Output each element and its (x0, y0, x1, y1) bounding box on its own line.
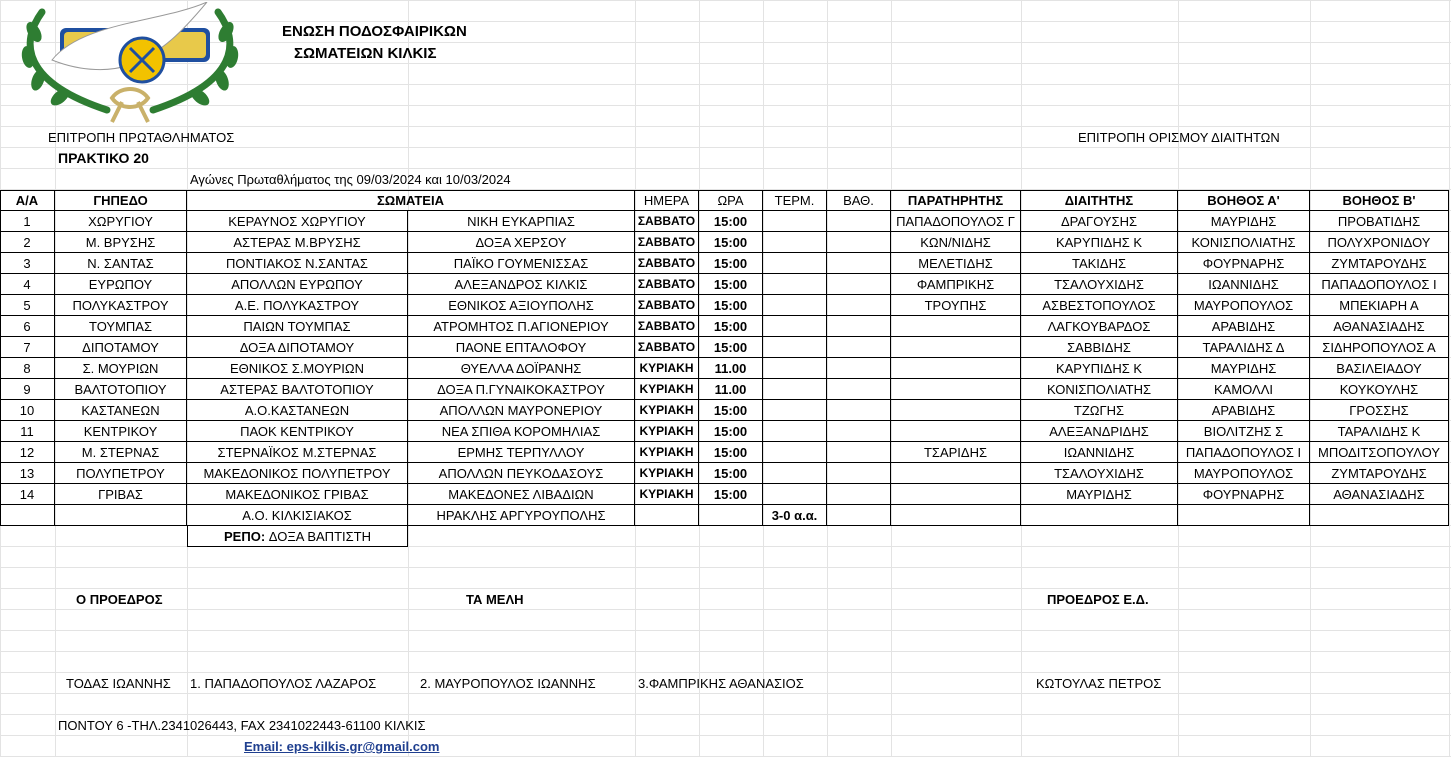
column-header: ΩΡΑ (699, 190, 763, 211)
table-cell-time: 15:00 (699, 421, 763, 442)
repo-team: ΔΟΞΑ ΒΑΠΤΙΣΤΗ (268, 529, 371, 544)
table-cell-obs (891, 505, 1021, 526)
table-cell-a1: ΦΟΥΡΝΑΡΗΣ (1178, 484, 1310, 505)
table-cell-obs (891, 463, 1021, 484)
table-cell-day: ΣΑΒΒΑΤΟ (635, 232, 699, 253)
table-cell-n: 12 (0, 442, 55, 463)
table-cell-home: Α.Ο. ΚΙΛΚΙΣΙΑΚΟΣ (187, 505, 408, 526)
table-cell-away: ΜΑΚΕΔΟΝΕΣ ΛΙΒΑΔΙΩΝ (408, 484, 635, 505)
table-cell-ref: ΑΛΕΞΑΝΔΡΙΔΗΣ (1021, 421, 1178, 442)
table-cell-away: ΔΟΞΑ ΧΕΡΣΟΥ (408, 232, 635, 253)
table-cell-a1: ΚΑΜΟΛΛΙ (1178, 379, 1310, 400)
table-cell-away: ΑΤΡΟΜΗΤΟΣ Π.ΑΓΙΟΝΕΡΙΟΥ (408, 316, 635, 337)
table-cell-a2: ΑΘΑΝΑΣΙΑΔΗΣ (1310, 484, 1449, 505)
table-cell-ref: ΤΣΑΛΟΥΧΙΔΗΣ (1021, 274, 1178, 295)
table-cell-vath (827, 295, 891, 316)
table-cell-obs: ΦΑΜΠΡΙΚΗΣ (891, 274, 1021, 295)
table-cell-ref: ΛΑΓΚΟΥΒΑΡΔΟΣ (1021, 316, 1178, 337)
table-cell-a2: ΠΡΟΒΑΤΙΔΗΣ (1310, 211, 1449, 232)
table-cell-day: ΣΑΒΒΑΤΟ (635, 316, 699, 337)
table-cell-score: 3-0 α.α. (763, 505, 827, 526)
table-cell-vath (827, 484, 891, 505)
table-cell-field: Μ. ΣΤΕΡΝΑΣ (55, 442, 187, 463)
table-cell-home: ΠΟΝΤΙΑΚΟΣ Ν.ΣΑΝΤΑΣ (187, 253, 408, 274)
table-cell-a1: ΜΑΥΡΟΠΟΥΛΟΣ (1178, 295, 1310, 316)
table-cell-score (763, 232, 827, 253)
table-cell-time: 15:00 (699, 211, 763, 232)
table-cell-obs: ΚΩΝ/ΝΙΔΗΣ (891, 232, 1021, 253)
table-cell-vath (827, 211, 891, 232)
column-header: ΠΑΡΑΤΗΡΗΤΗΣ (891, 190, 1021, 211)
column-header: ΒΑΘ. (827, 190, 891, 211)
table-cell-a2: ΖΥΜΤΑΡΟΥΔΗΣ (1310, 253, 1449, 274)
table-cell-ref (1021, 505, 1178, 526)
table-cell-vath (827, 274, 891, 295)
table-cell-a1: ΚΟΝΙΣΠΟΛΙΑΤΗΣ (1178, 232, 1310, 253)
table-cell-ref: ΙΩΑΝΝΙΔΗΣ (1021, 442, 1178, 463)
table-cell-score (763, 463, 827, 484)
table-cell-field: ΚΑΣΤΑΝΕΩΝ (55, 400, 187, 421)
table-cell-ref: ΑΣΒΕΣΤΟΠΟΥΛΟΣ (1021, 295, 1178, 316)
table-cell-field: ΒΑΛΤΟΤΟΠΙΟΥ (55, 379, 187, 400)
table-cell-score (763, 358, 827, 379)
table-cell-a1: ΙΩΑΝΝΙΔΗΣ (1178, 274, 1310, 295)
table-cell-a2: ΣΙΔΗΡΟΠΟΥΛΟΣ Α (1310, 337, 1449, 358)
table-cell-field: ΠΟΛΥΠΕΤΡΟΥ (55, 463, 187, 484)
column-header: ΔΙΑΙΤΗΤΗΣ (1021, 190, 1178, 211)
table-cell-vath (827, 253, 891, 274)
table-cell-day: ΣΑΒΒΑΤΟ (635, 253, 699, 274)
table-cell-away: ΑΠΟΛΛΩΝ ΠΕΥΚΟΔΑΣΟΥΣ (408, 463, 635, 484)
table-cell-vath (827, 379, 891, 400)
table-cell-a1: ΒΙΟΛΙΤΖΗΣ Σ (1178, 421, 1310, 442)
table-cell-ref: ΚΑΡΥΠΙΔΗΣ Κ (1021, 232, 1178, 253)
table-cell-vath (827, 421, 891, 442)
table-cell-n: 14 (0, 484, 55, 505)
table-cell-away: ΕΡΜΗΣ ΤΕΡΠΥΛΛΟΥ (408, 442, 635, 463)
table-cell-score (763, 274, 827, 295)
table-cell-away: ΔΟΞΑ Π.ΓΥΝΑΙΚΟΚΑΣΤΡΟΥ (408, 379, 635, 400)
table-cell-a1: ΤΑΡΑΛΙΔΗΣ Δ (1178, 337, 1310, 358)
table-cell-a2: ΑΘΑΝΑΣΙΑΔΗΣ (1310, 316, 1449, 337)
table-cell-away: ΠΑΪΚΟ ΓΟΥΜΕΝΙΣΣΑΣ (408, 253, 635, 274)
column-header: Α/Α (0, 190, 55, 211)
table-cell-n: 3 (0, 253, 55, 274)
table-cell-time: 15:00 (699, 463, 763, 484)
table-cell-vath (827, 400, 891, 421)
table-cell-away: ΠΑΟΝΕ ΕΠΤΑΛΟΦΟΥ (408, 337, 635, 358)
table-cell-time: 15:00 (699, 295, 763, 316)
table-cell-a2: ΤΑΡΑΛΙΔΗΣ Κ (1310, 421, 1449, 442)
table-cell-a2: ΠΑΠΑΔΟΠΟΥΛΟΣ Ι (1310, 274, 1449, 295)
table-cell-home: ΕΘΝΙΚΟΣ Σ.ΜΟΥΡΙΩΝ (187, 358, 408, 379)
table-cell-a2: ΠΟΛΥΧΡΟΝΙΔΟΥ (1310, 232, 1449, 253)
table-cell-n: 7 (0, 337, 55, 358)
table-cell-home: ΚΕΡΑΥΝΟΣ ΧΩΡΥΓΙΟΥ (187, 211, 408, 232)
table-cell-field: Ν. ΣΑΝΤΑΣ (55, 253, 187, 274)
organization-name-line1: ΕΝΩΣΗ ΠΟΔΟΣΦΑΙΡΙΚΩΝ (282, 23, 467, 40)
table-cell-home: ΑΣΤΕΡΑΣ ΒΑΛΤΟΤΟΠΙΟΥ (187, 379, 408, 400)
table-cell-home: ΔΟΞΑ ΔΙΠΟΤΑΜΟΥ (187, 337, 408, 358)
committee-left: ΕΠΙΤΡΟΠΗ ΠΡΩΤΑΘΛΗΜΑΤΟΣ (48, 130, 235, 145)
table-cell-n: 11 (0, 421, 55, 442)
organization-name-line2: ΣΩΜΑΤΕΙΩΝ ΚΙΛΚΙΣ (294, 45, 437, 62)
table-cell-obs (891, 400, 1021, 421)
table-cell-obs: ΠΑΠΑΔΟΠΟΥΛΟΣ Γ (891, 211, 1021, 232)
table-cell-field: ΤΟΥΜΠΑΣ (55, 316, 187, 337)
ed-president-name: ΚΩΤΟΥΛΑΣ ΠΕΤΡΟΣ (1036, 676, 1162, 691)
column-header: ΓΗΠΕΔΟ (55, 190, 187, 211)
table-cell-n: 10 (0, 400, 55, 421)
table-cell-vath (827, 337, 891, 358)
member-2-name: 2. ΜΑΥΡΟΠΟΥΛΟΣ ΙΩΑΝΝΗΣ (420, 676, 596, 691)
table-cell-field: ΧΩΡΥΓΙΟΥ (55, 211, 187, 232)
table-cell-obs (891, 379, 1021, 400)
table-cell-time: 11.00 (699, 379, 763, 400)
table-cell-home: ΠΑΙΩΝ ΤΟΥΜΠΑΣ (187, 316, 408, 337)
table-cell-n: 5 (0, 295, 55, 316)
table-cell-n: 2 (0, 232, 55, 253)
table-cell-vath (827, 232, 891, 253)
table-cell-day: ΚΥΡΙΑΚΗ (635, 442, 699, 463)
table-cell-vath (827, 316, 891, 337)
table-cell-obs (891, 484, 1021, 505)
table-cell-away: ΑΛΕΞΑΝΔΡΟΣ ΚΙΛΚΙΣ (408, 274, 635, 295)
table-cell-score (763, 421, 827, 442)
column-header: ΒΟΗΘΟΣ Β' (1310, 190, 1449, 211)
table-cell-field: Σ. ΜΟΥΡΙΩΝ (55, 358, 187, 379)
president-title: Ο ΠΡΟΕΔΡΟΣ (76, 592, 163, 607)
table-cell-a1: ΜΑΥΡΙΔΗΣ (1178, 358, 1310, 379)
table-cell-n: 13 (0, 463, 55, 484)
member-3-name: 3.ΦΑΜΠΡΙΚΗΣ ΑΘΑΝΑΣΙΟΣ (638, 676, 804, 691)
table-cell-ref: ΤΣΑΛΟΥΧΙΔΗΣ (1021, 463, 1178, 484)
table-cell-ref: ΔΡΑΓΟΥΣΗΣ (1021, 211, 1178, 232)
document-subtitle: Αγώνες Πρωταθλήματος της 09/03/2024 και 10/03/2024 (190, 172, 511, 187)
table-cell-a1: ΠΑΠΑΔΟΠΟΥΛΟΣ Ι (1178, 442, 1310, 463)
table-cell-score (763, 337, 827, 358)
table-cell-day: ΣΑΒΒΑΤΟ (635, 274, 699, 295)
ed-president-title: ΠΡΟΕΔΡΟΣ Ε.Δ. (1047, 592, 1149, 607)
table-cell-field: ΠΟΛΥΚΑΣΤΡΟΥ (55, 295, 187, 316)
table-cell-away: ΑΠΟΛΛΩΝ ΜΑΥΡΟΝΕΡΙΟΥ (408, 400, 635, 421)
table-cell-away: ΗΡΑΚΛΗΣ ΑΡΓΥΡΟΥΠΟΛΗΣ (408, 505, 635, 526)
table-cell-a1 (1178, 505, 1310, 526)
table-cell-score (763, 253, 827, 274)
table-cell-home: ΑΣΤΕΡΑΣ Μ.ΒΡΥΣΗΣ (187, 232, 408, 253)
table-cell-day: ΚΥΡΙΑΚΗ (635, 379, 699, 400)
table-cell-a2: ΓΡΟΣΣΗΣ (1310, 400, 1449, 421)
table-cell-score (763, 295, 827, 316)
table-cell-home: ΣΤΕΡΝΑΪΚΟΣ Μ.ΣΤΕΡΝΑΣ (187, 442, 408, 463)
table-cell-day: ΚΥΡΙΑΚΗ (635, 463, 699, 484)
column-header: ΗΜΕΡΑ (635, 190, 699, 211)
table-cell-home: Α.Ε. ΠΟΛΥΚΑΣΤΡΟΥ (187, 295, 408, 316)
table-cell-a2: ΚΟΥΚΟΥΛΗΣ (1310, 379, 1449, 400)
table-cell-obs: ΜΕΛΕΤΙΔΗΣ (891, 253, 1021, 274)
repo-line (187, 526, 408, 547)
table-cell-time: 15:00 (699, 400, 763, 421)
table-cell-day: ΣΑΒΒΑΤΟ (635, 337, 699, 358)
table-cell-time: 15:00 (699, 274, 763, 295)
table-cell-a1: ΑΡΑΒΙΔΗΣ (1178, 400, 1310, 421)
record-number: ΠΡΑΚΤΙΚΟ 20 (58, 150, 149, 166)
table-cell-time: 15:00 (699, 442, 763, 463)
table-cell-day: ΚΥΡΙΑΚΗ (635, 421, 699, 442)
members-title: ΤΑ ΜΕΛΗ (466, 592, 524, 607)
email-link[interactable]: Email: eps-kilkis.gr@gmail.com (244, 739, 440, 754)
table-cell-vath (827, 358, 891, 379)
table-cell-obs: ΤΣΑΡΙΔΗΣ (891, 442, 1021, 463)
table-cell-a1: ΜΑΥΡΟΠΟΥΛΟΣ (1178, 463, 1310, 484)
table-cell-home: ΠΑΟΚ ΚΕΝΤΡΙΚΟΥ (187, 421, 408, 442)
column-header: ΤΕΡΜ. (763, 190, 827, 211)
table-cell-field: ΚΕΝΤΡΙΚΟΥ (55, 421, 187, 442)
table-cell-obs (891, 337, 1021, 358)
table-cell-a2: ΜΠΟΔΙΤΣΟΠΟΥΛΟΥ (1310, 442, 1449, 463)
table-cell-time: 11.00 (699, 358, 763, 379)
table-cell-a2: ΒΑΣΙΛΕΙΑΔΟΥ (1310, 358, 1449, 379)
table-cell-time: 15:00 (699, 232, 763, 253)
table-cell (55, 505, 187, 526)
table-cell-vath (827, 463, 891, 484)
table-cell (0, 505, 55, 526)
table-cell-time: 15:00 (699, 316, 763, 337)
dove-football-laurel-icon (12, 2, 248, 128)
table-cell-obs (891, 358, 1021, 379)
table-cell-a1: ΜΑΥΡΙΔΗΣ (1178, 211, 1310, 232)
table-cell-home: Α.Ο.ΚΑΣΤΑΝΕΩΝ (187, 400, 408, 421)
table-cell-home: ΑΠΟΛΛΩΝ ΕΥΡΩΠΟΥ (187, 274, 408, 295)
table-cell-obs (891, 421, 1021, 442)
table-cell-ref: ΚΟΝΙΣΠΟΛΙΑΤΗΣ (1021, 379, 1178, 400)
table-cell-a2: ΜΠΕΚΙΑΡΗ Α (1310, 295, 1449, 316)
table-cell-n: 6 (0, 316, 55, 337)
table-cell-a2 (1310, 505, 1449, 526)
table-cell-obs: ΤΡΟΥΠΗΣ (891, 295, 1021, 316)
table-cell-time: 15:00 (699, 484, 763, 505)
repo-label: ΡΕΠΟ: (224, 529, 266, 544)
table-cell-ref: ΤΖΩΓΗΣ (1021, 400, 1178, 421)
table-cell-a1: ΦΟΥΡΝΑΡΗΣ (1178, 253, 1310, 274)
column-header: ΒΟΗΘΟΣ Α' (1178, 190, 1310, 211)
table-cell-score (763, 211, 827, 232)
table-cell-a2: ΖΥΜΤΑΡΟΥΔΗΣ (1310, 463, 1449, 484)
table-cell-vath (827, 442, 891, 463)
table-cell-field: ΓΡΙΒΑΣ (55, 484, 187, 505)
table-cell-away: ΘΥΕΛΛΑ ΔΟΪΡΑΝΗΣ (408, 358, 635, 379)
table-cell-time: 15:00 (699, 337, 763, 358)
member-1-name: 1. ΠΑΠΑΔΟΠΟΥΛΟΣ ΛΑΖΑΡΟΣ (190, 676, 377, 691)
table-cell-away: ΝΕΑ ΣΠΙΘΑ ΚΟΡΟΜΗΛΙΑΣ (408, 421, 635, 442)
table-cell-obs (891, 316, 1021, 337)
table-cell-score (763, 316, 827, 337)
table-cell-away: ΝΙΚΗ ΕΥΚΑΡΠΙΑΣ (408, 211, 635, 232)
president-name: ΤΟΔΑΣ ΙΩΑΝΝΗΣ (66, 676, 171, 691)
table-cell-day: ΚΥΡΙΑΚΗ (635, 484, 699, 505)
table-cell-time (699, 505, 763, 526)
table-cell-field: ΕΥΡΩΠΟΥ (55, 274, 187, 295)
table-cell-day: ΣΑΒΒΑΤΟ (635, 211, 699, 232)
table-cell-ref: ΣΑΒΒΙΔΗΣ (1021, 337, 1178, 358)
table-cell-n: 1 (0, 211, 55, 232)
table-cell-score (763, 484, 827, 505)
table-cell-score (763, 442, 827, 463)
table-cell-time: 15:00 (699, 253, 763, 274)
table-cell-vath (827, 505, 891, 526)
column-header: ΣΩΜΑΤΕΙΑ (187, 190, 635, 211)
table-cell-home: ΜΑΚΕΔΟΝΙΚΟΣ ΠΟΛΥΠΕΤΡΟΥ (187, 463, 408, 484)
table-cell-away: ΕΘΝΙΚΟΣ ΑΞΙΟΥΠΟΛΗΣ (408, 295, 635, 316)
table-cell-n: 9 (0, 379, 55, 400)
table-cell-ref: ΚΑΡΥΠΙΔΗΣ Κ (1021, 358, 1178, 379)
table-cell-a1: ΑΡΑΒΙΔΗΣ (1178, 316, 1310, 337)
table-cell-n: 8 (0, 358, 55, 379)
table-cell-day (635, 505, 699, 526)
table-cell-n: 4 (0, 274, 55, 295)
table-cell-ref: ΜΑΥΡΙΔΗΣ (1021, 484, 1178, 505)
table-cell-home: ΜΑΚΕΔΟΝΙΚΟΣ ΓΡΙΒΑΣ (187, 484, 408, 505)
table-cell-day: ΣΑΒΒΑΤΟ (635, 295, 699, 316)
table-cell-score (763, 379, 827, 400)
table-cell-score (763, 400, 827, 421)
committee-right: ΕΠΙΤΡΟΠΗ ΟΡΙΣΜΟΥ ΔΙΑΙΤΗΤΩΝ (1078, 130, 1280, 145)
table-cell-day: ΚΥΡΙΑΚΗ (635, 358, 699, 379)
table-cell-ref: ΤΑΚΙΔΗΣ (1021, 253, 1178, 274)
footer-address: ΠΟΝΤΟΥ 6 -ΤΗΛ.2341026443, FAX 2341022443-61100 ΚΙΛΚΙΣ (58, 718, 426, 733)
table-cell-field: ΔΙΠΟΤΑΜΟΥ (55, 337, 187, 358)
table-cell-field: Μ. ΒΡΥΣΗΣ (55, 232, 187, 253)
table-cell-day: ΚΥΡΙΑΚΗ (635, 400, 699, 421)
